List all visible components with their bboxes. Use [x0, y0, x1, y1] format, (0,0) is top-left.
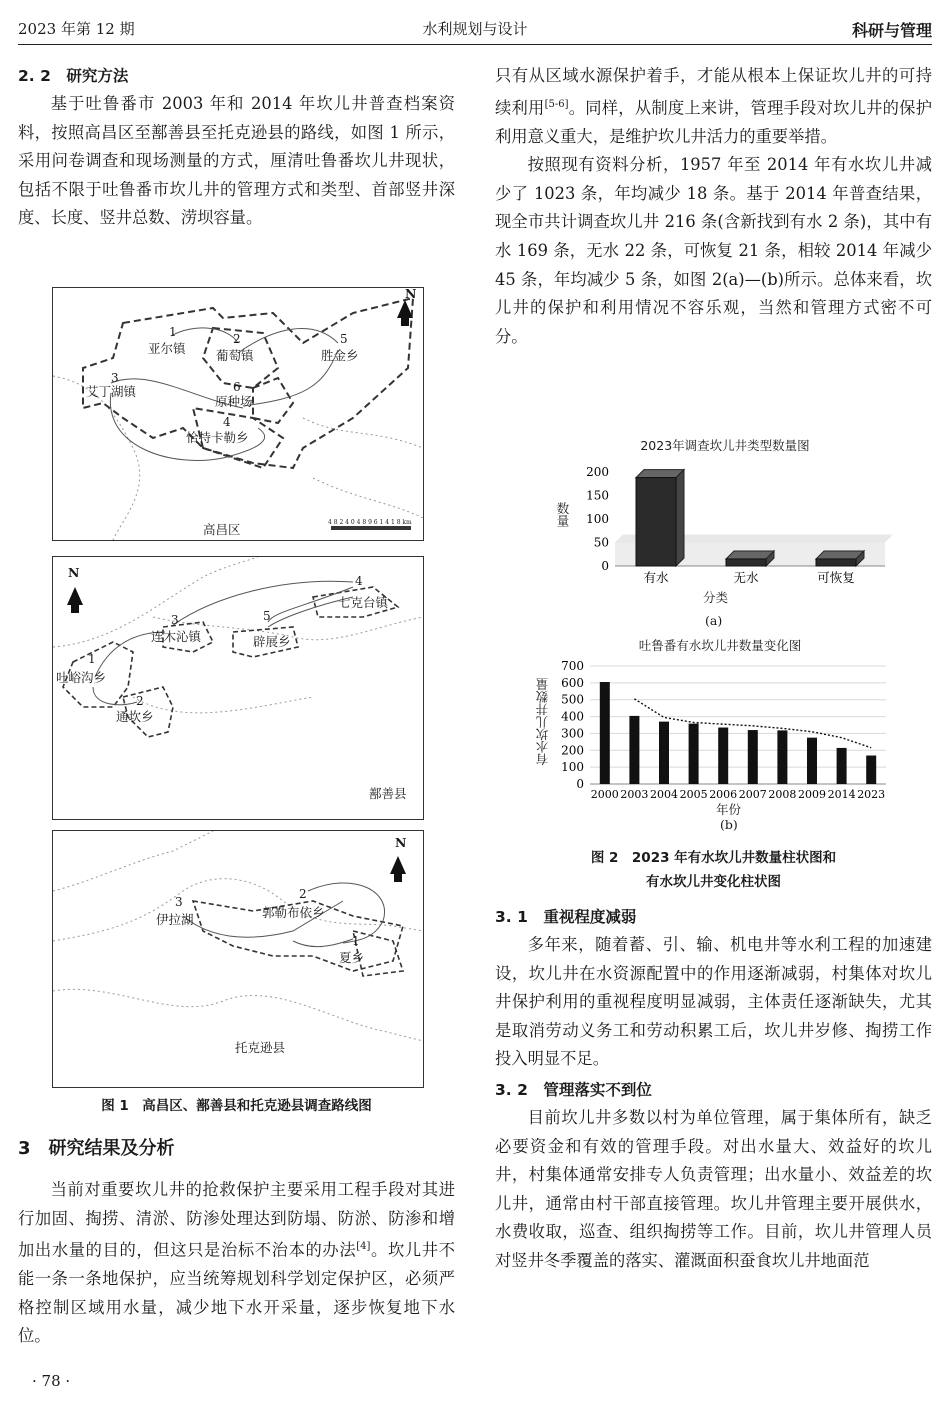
chart-b-category-label: 2023 — [857, 788, 886, 801]
chart-a-category-label: 无水 — [733, 570, 759, 585]
section-2-2-paragraph: 基于吐鲁番市 2003 年和 2014 年坎儿井普查档案资料，按照高昌区至鄯善县至托克逊县的路线，如图 1 所示，采用问卷调查和现场测量的方式，厘清吐鲁番坎儿井现状，包括不限于吐鲁番市坎儿井的管理方式和类型、首部竖井深度、长度、竖井总数、涝坝容量。 — [18, 94, 455, 228]
north-arrow-label: N — [405, 286, 417, 301]
section-3-title: 3 研究结果及分析 — [18, 1138, 175, 1159]
right-column-top — [495, 62, 932, 351]
citation: [4] — [356, 1241, 371, 1253]
chart-b-bar — [689, 724, 699, 784]
left-column-bottom — [18, 1134, 455, 1351]
chart-b-bar — [807, 738, 817, 784]
route-point-number: 4 — [355, 574, 363, 588]
district-label: 鄯善县 — [369, 786, 407, 801]
district-label: 托克逊县 — [235, 1040, 286, 1055]
chart-b-category-label: 2009 — [798, 788, 826, 801]
place-label: 艾丁湖镇 — [86, 384, 137, 399]
chart-b-sublabel: (b) — [720, 817, 738, 832]
place-label: 连木沁镇 — [151, 629, 202, 644]
chart-a-ytick: 100 — [586, 512, 609, 526]
data-analysis-paragraph: 按照现有资料分析，1957 年至 2014 年有水坎儿井减少了 1023 条，年均减少 18 条。基于 2014 年普查结果，现全市共计调查坎儿井 216 条(含新找到有水 2 条)，其中有水 169 条，无水 22 条，可恢复 21 条，相较 2014 年减少 45 条，年均减少 5 条，如图 2(a)—(b)所示。总体来看，坎儿井的保护和利用情况不容乐观，当然和管理方式密不可分。 — [495, 155, 932, 346]
map-shanshan — [52, 556, 424, 820]
place-label: 伊拉湖 — [156, 912, 194, 927]
chart-b-bar — [600, 682, 610, 784]
figure-2-caption-line-2: 有水坎儿井变化柱状图 — [646, 874, 781, 890]
section-category: 科研与管理 — [851, 21, 932, 40]
place-label: 郭勒布依乡 — [262, 905, 325, 920]
chart-b-title: 吐鲁番有水坎儿井数量变化图 — [638, 638, 802, 653]
section-3-paragraph — [18, 1176, 455, 1351]
chart-b-bar — [718, 728, 728, 784]
chart-a-xlabel: 分类 — [703, 590, 729, 605]
text-span: 只有从区域水源保护着手，才能从根本上保证坎儿井的可持续利用 — [495, 66, 932, 118]
place-label: 葡萄镇 — [216, 348, 254, 363]
place-label: 七克台镇 — [338, 595, 389, 610]
map-gaochang — [52, 287, 424, 541]
chart-a-bar — [816, 559, 856, 566]
text-span: 。坎儿井不能一条一条地保护，应当统筹规划科学划定保护区，必须严格控制区域用水量，减少地下水开采量，逐步恢复地下水位。 — [18, 1240, 455, 1346]
chart-a-category-label: 可恢复 — [817, 570, 855, 585]
place-label: 恰特卡勒乡 — [186, 430, 249, 445]
chart-b-bar — [748, 730, 758, 784]
chart-a-ytick: 150 — [586, 488, 609, 503]
chart-b-xlabel: 年份 — [716, 802, 742, 817]
place-label: 亚尔镇 — [148, 341, 186, 356]
page-number: · 78 · — [32, 1372, 71, 1390]
route-point-number: 2 — [299, 887, 307, 901]
route-point-number: 2 — [136, 694, 144, 708]
chart-b-bar — [659, 722, 669, 784]
section-3-1-paragraph: 多年来，随着蓄、引、输、机电井等水利工程的加速建设，坎儿井在水资源配置中的作用逐渐减弱，村集体对坎儿井保护利用的重视程度明显减弱，主体责任逐渐缺失，尤其是取消劳动义务工和劳动积累工后，坎儿井岁修、掏捞工作投入明显不足。 — [495, 935, 932, 1069]
chart-a-ytick: 50 — [593, 535, 609, 550]
place-label: 原种场 — [215, 394, 253, 409]
chart-b-ytick: 100 — [561, 760, 584, 775]
chart-a-bar — [726, 559, 766, 566]
place-label: 辟展乡 — [253, 634, 291, 649]
chart-b-ylabel: 有水坎儿井数量 — [535, 678, 550, 766]
chart-b-ytick: 400 — [561, 709, 584, 724]
map-scale-bar: 4 8 2 4 0 4 8 9 6 1 4 1 8 km — [328, 519, 412, 526]
chart-b-category-label: 2004 — [650, 788, 678, 801]
north-arrow-label: N — [395, 835, 407, 850]
chart-b-ytick: 300 — [561, 726, 584, 741]
chart-b-category-label: 2000 — [590, 788, 619, 801]
chart-a-bar — [636, 478, 676, 566]
chart-b-category-label: 2006 — [709, 788, 738, 801]
chart-a-category-label: 有水 — [643, 570, 669, 585]
chart-b-category-label: 2014 — [827, 788, 856, 801]
chart-a-plot — [545, 430, 905, 640]
chart-a — [545, 430, 905, 640]
section-3-1-title: 3. 1 重视程度减弱 — [495, 908, 637, 926]
header-rule — [18, 44, 932, 45]
route-point-number: 3 — [111, 371, 119, 385]
chart-b-category-label: 2007 — [738, 788, 767, 801]
place-label: 通坎乡 — [116, 709, 154, 724]
map-toksun — [52, 830, 424, 1088]
section-2-2-title: 2. 2 研究方法 — [18, 67, 129, 85]
route-point-number: 6 — [233, 380, 241, 394]
chart-b-ytick: 600 — [561, 675, 584, 690]
chart-b-ytick: 500 — [561, 692, 584, 707]
chart-b-bar — [777, 730, 787, 784]
chart-b-bar — [629, 716, 639, 784]
place-label: 吐峪沟乡 — [56, 670, 107, 685]
chart-a-ytick: 0 — [601, 559, 609, 573]
journal-title: 水利规划与设计 — [422, 20, 528, 38]
text-span: 。同样，从制度上来讲，管理手段对坎儿井的保护利用意义重大，是维护坎儿井活力的重要举措。 — [495, 98, 932, 146]
route-point-number: 2 — [233, 332, 241, 346]
route-point-number: 5 — [263, 609, 271, 623]
chart-a-sublabel: (a) — [705, 613, 723, 628]
district-label: 高昌区 — [203, 522, 241, 537]
section-3-2-paragraph: 目前坎儿井多数以村为单位管理，属于集体所有，缺乏必要资金和有效的管理手段。对出水量大、效益好的坎儿井，村集体通常安排专人负责管理；出水量小、效益差的坎儿井，通常由村干部直接管理。坎儿井管理主要开展供水，水费收取，巡查、组织掏捞等工作。目前，坎儿井管理人员对竖井冬季覆盖的落实、灌溉面积蚕食坎儿井地面范 — [495, 1107, 932, 1270]
right-column-bottom — [495, 903, 932, 1276]
text-span: 当前对重要坎儿井的抢救保护主要采用工程手段对其进行加固、掏捞、清淤、防渗处理达到防塌、防淤、防渗和增加出水量的目的，但这只是治标不治本的办法 — [18, 1180, 455, 1260]
section-3-2-title: 3. 2 管理落实不到位 — [495, 1080, 652, 1099]
chart-b-ytick: 700 — [561, 659, 584, 673]
chart-b-category-label: 2005 — [679, 788, 708, 801]
chart-a-ytick: 200 — [586, 465, 609, 479]
chart-a-bar-side — [676, 470, 684, 566]
chart-a-ylabel: 数量 — [555, 502, 570, 527]
route-point-number: 1 — [352, 934, 360, 948]
chart-b-category-label: 2003 — [620, 788, 649, 801]
citation: [5-6] — [544, 98, 569, 110]
figure-1-caption: 图 1 高昌区、鄯善县和托克逊县调查路线图 — [101, 1098, 372, 1114]
figure-2-caption-line-1: 图 2 2023 年有水坎儿井数量柱状图和 — [590, 850, 837, 866]
chart-b-ytick: 0 — [576, 777, 584, 791]
place-label: 夏乡 — [339, 950, 365, 965]
route-point-number: 3 — [175, 895, 183, 909]
chart-b-ytick: 200 — [561, 743, 584, 758]
chart-a-title: 2023年调查坎儿井类型数量图 — [640, 438, 810, 453]
route-point-number: 1 — [169, 325, 177, 339]
chart-b-bar — [866, 756, 876, 784]
figure-2-caption — [495, 846, 932, 894]
place-label: 胜金乡 — [321, 348, 359, 363]
route-point-number: 4 — [223, 415, 231, 429]
left-column-top — [18, 62, 455, 233]
chart-b-category-label: 2008 — [768, 788, 797, 801]
chart-b-bar — [837, 748, 847, 784]
continued-paragraph — [495, 62, 932, 151]
route-point-number: 3 — [171, 613, 179, 627]
north-arrow-label: N — [68, 565, 80, 580]
chart-b — [530, 634, 910, 840]
route-point-number: 5 — [340, 332, 348, 346]
journal-issue: 2023 年第 12 期 — [18, 20, 135, 38]
route-point-number: 1 — [88, 652, 96, 666]
